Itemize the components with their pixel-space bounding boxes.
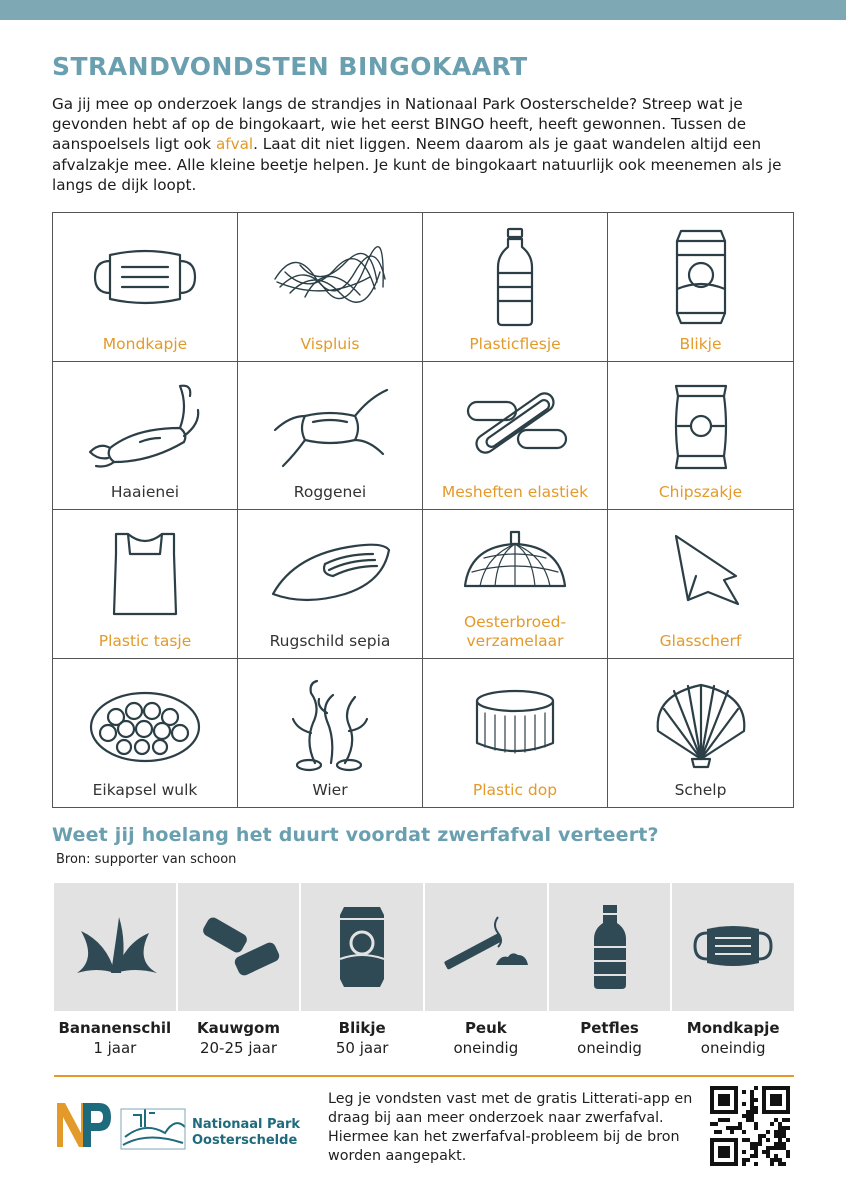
decomp-name: Kauwgom xyxy=(197,1019,280,1037)
bingo-cell[interactable] xyxy=(238,510,423,659)
decomp-time: oneindig xyxy=(700,1039,766,1057)
banana-peel-icon xyxy=(67,903,163,991)
decomp-icon-box xyxy=(178,883,300,1011)
cell-label: Glasscherf xyxy=(659,631,742,650)
cell-label: Vispluis xyxy=(300,334,360,353)
seaweed-icon xyxy=(265,673,395,773)
bingo-cell[interactable] xyxy=(608,659,793,808)
pet-bottle-icon xyxy=(562,903,658,991)
can-icon xyxy=(636,227,766,327)
intro-part-2: . Laat dit niet liggen. Neem daarom als je gaat wandelen altijd een afvalzakje mee. Alle kleine beetje helpen. Je kunt de bingokaart natuurlijk ook meenemen als je langs de dijk loopt. xyxy=(52,135,782,194)
bottle-cap-icon xyxy=(450,673,580,773)
qr-code-icon[interactable] xyxy=(710,1086,790,1166)
intro-highlight-afval: afval xyxy=(215,135,254,154)
decomposition-row xyxy=(54,883,794,1057)
bingo-cell[interactable] xyxy=(238,362,423,511)
decomp-time: oneindig xyxy=(453,1039,519,1057)
bingo-cell[interactable] xyxy=(423,213,608,362)
page-title: STRANDVONDSTEN BINGOKAART xyxy=(52,52,528,81)
decomp-time: oneindig xyxy=(577,1039,642,1057)
park-name-line-2: Oosterschelde xyxy=(192,1133,298,1148)
bingo-cell[interactable] xyxy=(423,362,608,511)
mask-icon xyxy=(685,903,781,991)
can-icon xyxy=(314,903,410,991)
cell-label: Schelp xyxy=(674,781,727,799)
decomp-item xyxy=(54,883,176,1057)
decomp-item xyxy=(301,883,423,1057)
bingo-cell[interactable] xyxy=(608,213,793,362)
cell-label: Chipszakje xyxy=(658,483,743,501)
cell-label: Wier xyxy=(312,781,348,799)
decomp-item xyxy=(425,883,547,1057)
bingo-cell[interactable] xyxy=(608,362,793,511)
rubber-band-icon xyxy=(450,376,580,476)
bingo-cell[interactable] xyxy=(53,362,238,511)
cigarette-butt-icon xyxy=(438,903,534,991)
source-note: Bron: supporter van schoon xyxy=(56,852,237,867)
decomp-name: Peuk xyxy=(464,1019,507,1037)
decomp-time: 50 jaar xyxy=(335,1039,389,1057)
whelk-eggs-icon xyxy=(80,673,210,773)
orange-divider xyxy=(54,1075,794,1077)
decomp-icon-box xyxy=(54,883,176,1011)
park-name xyxy=(192,1117,300,1149)
bingo-cell[interactable] xyxy=(608,510,793,659)
decomp-name: Petfles xyxy=(580,1019,639,1037)
cell-label: Plastic tasje xyxy=(98,631,192,650)
bingo-cell[interactable] xyxy=(238,659,423,808)
bingo-cell[interactable] xyxy=(238,213,423,362)
bingo-cell[interactable] xyxy=(53,510,238,659)
chewing-gum-icon xyxy=(191,903,287,991)
cell-label: Plastic dop xyxy=(472,781,558,799)
cell-label: Roggenei xyxy=(293,483,367,501)
cell-label: Haaienei xyxy=(110,483,180,501)
bingo-cell[interactable] xyxy=(423,510,608,659)
intro-text xyxy=(52,94,792,195)
cell-label: Mesheften elastiek xyxy=(441,483,589,501)
intro-part-1: Ga jij mee op onderzoek langs de strandjes in Nationaal Park Oosterschelde? Streep wat je gevonden hebt af op de bingokaart, wie het eerst BINGO heeft, heeft gewonnen. Tussen de aanspoelsels ligt ook xyxy=(52,95,747,154)
decomp-icon-box xyxy=(549,883,671,1011)
cell-label: Blikje xyxy=(679,334,722,353)
decomp-icon-box xyxy=(425,883,547,1011)
bingo-cell[interactable] xyxy=(53,659,238,808)
app-text: Leg je vondsten vast met de gratis Litterati-app en draag bij aan meer onderzoek naar zwerfafval. Hiermee kan het zwerfafval-probleem bij de bron worden aangepakt. xyxy=(328,1091,693,1164)
decomp-time: 20-25 jaar xyxy=(199,1039,278,1057)
plastic-bag-icon xyxy=(80,524,210,624)
fishing-line-icon xyxy=(265,227,395,327)
cuttlebone-icon xyxy=(265,524,395,624)
park-name-line-1: Nationaal Park xyxy=(192,1117,301,1132)
shell-icon xyxy=(636,673,766,773)
decomp-item xyxy=(178,883,300,1057)
cell-label: Oesterbroed- verzamelaar xyxy=(463,612,567,650)
cell-label: Mondkapje xyxy=(102,334,188,353)
decomposition-heading: Weet jij hoelang het duurt voordat zwerfafval verteert? xyxy=(52,824,659,846)
ray-egg-icon xyxy=(265,376,395,476)
decomp-name: Bananenschil xyxy=(58,1019,172,1037)
bingo-grid xyxy=(52,212,794,808)
decomp-time: 1 jaar xyxy=(93,1039,137,1057)
decomp-item xyxy=(672,883,794,1057)
bingo-cell[interactable] xyxy=(53,213,238,362)
glass-shard-icon xyxy=(636,524,766,624)
decomp-icon-box xyxy=(301,883,423,1011)
shark-egg-icon xyxy=(80,376,210,476)
decomp-name: Blikje xyxy=(338,1019,386,1037)
decomp-item xyxy=(549,883,671,1057)
top-color-bar xyxy=(0,0,846,20)
plastic-bottle-icon xyxy=(450,227,580,327)
decomp-icon-box xyxy=(672,883,794,1011)
mask-icon xyxy=(80,227,210,327)
oyster-collector-icon xyxy=(450,516,580,616)
cell-label: Plasticflesje xyxy=(469,334,561,353)
cell-label: Eikapsel wulk xyxy=(92,781,198,799)
chips-bag-icon xyxy=(636,376,766,476)
cell-label: Rugschild sepia xyxy=(269,631,391,650)
decomp-name: Mondkapje xyxy=(686,1019,780,1037)
bingo-cell[interactable] xyxy=(423,659,608,808)
